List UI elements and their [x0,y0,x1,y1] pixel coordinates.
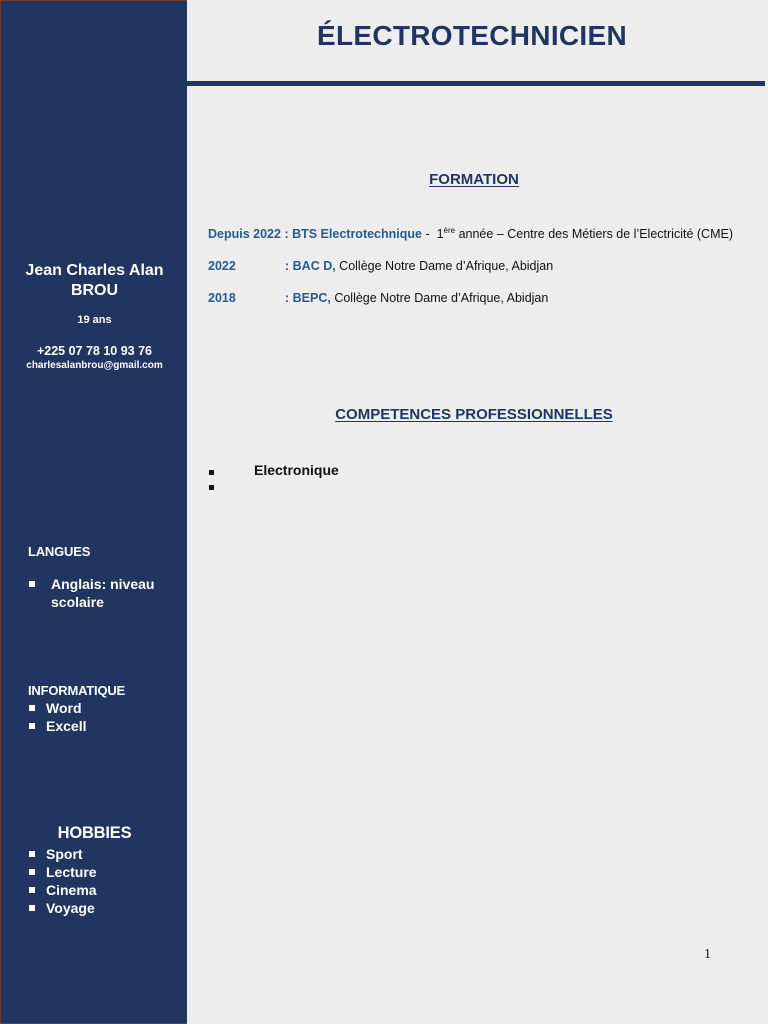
langues-list [28,575,178,611]
informatique-heading: INFORMATIQUE [28,683,126,698]
formation-date: Depuis 2022 [208,227,281,242]
candidate-age: 19 ans [77,314,112,326]
list-item: Cinema [28,881,97,899]
formation-date: 2018 [208,291,236,305]
hobbies-list [28,845,97,917]
list-item [208,478,339,493]
formation-detail: Collège Notre Dame d’Afrique, Abidjan [330,291,549,305]
candidate-phone: +225 07 78 10 93 76 [36,344,153,358]
formation-date: 2022 [208,259,236,273]
page-number: 1 [704,947,711,962]
hobbies-heading: HOBBIES [57,824,132,842]
formation-row [208,291,548,305]
formation-heading: FORMATION [429,171,519,188]
competences-heading: COMPETENCES PROFESSIONNELLES [335,406,613,423]
informatique-list [28,699,86,735]
formation-detail: Collège Notre Dame d’Afrique, Abidjan [335,259,554,273]
formation-detail-pre: - 1 [421,227,444,242]
list-item: Lecture [28,863,97,881]
formation-label: : BAC D, [285,259,336,273]
langues-heading: LANGUES [28,544,91,559]
candidate-name: Jean Charles Alan BROU [25,262,164,299]
page-title: ÉLECTROTECHNICIEN [317,20,627,51]
list-item: Anglais: niveau scolaire [28,575,178,611]
competences-list [208,463,339,493]
formation-sup: ère [443,226,456,235]
sidebar [0,0,187,1024]
list-item: Electronique [208,463,339,478]
candidate-email: charlesalanbrou@gmail.com [26,360,163,371]
list-item: Excell [28,717,86,735]
list-item: Word [28,699,86,717]
formation-detail: année – Centre des Métiers de l’Electricité (CME) [455,227,733,242]
formation-label: : BTS Electrotechnique [284,227,422,242]
formation-label: : BEPC, [285,291,331,305]
list-item: Sport [28,845,97,863]
list-item: Voyage [28,899,97,917]
formation-row [208,259,553,273]
formation-row [208,226,733,241]
title-divider [187,81,765,86]
